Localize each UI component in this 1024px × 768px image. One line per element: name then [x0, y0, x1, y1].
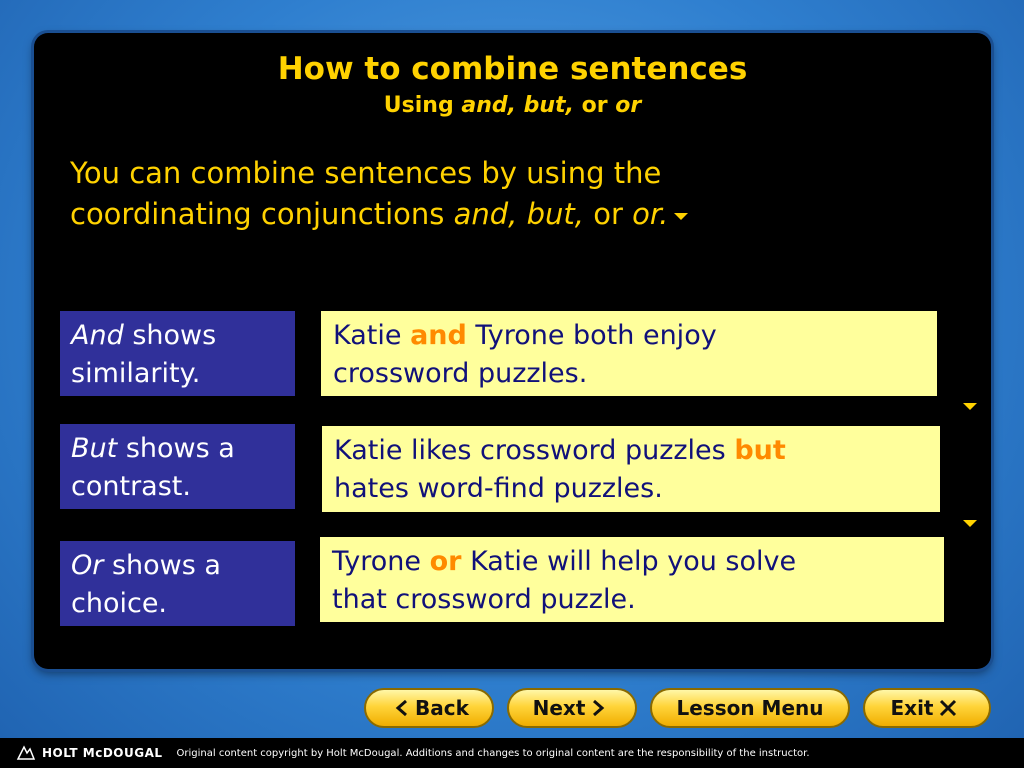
back-button[interactable]	[364, 688, 494, 728]
example-pre: Katie likes crossword puzzles	[334, 435, 735, 466]
exit-label: Exit	[890, 696, 934, 720]
intro-line2-end: or.	[632, 197, 669, 231]
example-keyword: but	[734, 435, 786, 466]
intro-line-1: You can combine sentences by using the	[70, 156, 662, 190]
rule-line-2: contrast.	[71, 471, 191, 502]
intro-line2-conjunctions: and, but,	[453, 197, 584, 231]
example-post: Tyrone both enjoy	[466, 320, 717, 351]
holt-mcdougal-logo-icon	[16, 745, 36, 761]
rule-line-1	[71, 317, 295, 355]
example-box-or	[320, 537, 944, 622]
publisher-name: HOLT McDOUGAL	[42, 746, 163, 760]
rule-text: shows	[123, 320, 217, 351]
rule-keyword: And	[71, 320, 124, 351]
next-label: Next	[532, 696, 586, 720]
example-line-1	[334, 432, 940, 470]
next-button[interactable]	[507, 688, 637, 728]
rule-box-and	[60, 311, 295, 396]
footer-bar	[0, 738, 1024, 768]
chevron-left-icon	[395, 699, 409, 717]
example-post: Katie will help you solve	[461, 546, 797, 577]
chevron-right-icon	[591, 699, 605, 717]
subtitle-mid: or	[573, 93, 616, 118]
advance-arrow-icon[interactable]	[963, 520, 977, 527]
close-icon	[939, 699, 957, 717]
rule-line-2: similarity.	[71, 358, 201, 389]
rule-line-1	[71, 430, 295, 468]
rule-line-1	[71, 547, 295, 585]
example-line-1	[332, 543, 944, 581]
exit-button[interactable]	[863, 688, 991, 728]
slide-subtitle	[34, 93, 991, 119]
subtitle-prefix: Using	[383, 93, 462, 118]
subtitle-end: or	[615, 93, 642, 118]
back-label: Back	[415, 696, 469, 720]
example-line-2: hates word-find puzzles.	[334, 473, 663, 504]
example-box-and	[321, 311, 937, 396]
rule-text: shows a	[103, 550, 221, 581]
example-line-1	[333, 317, 937, 355]
subtitle-conjunctions: and, but,	[461, 93, 574, 118]
advance-arrow-icon[interactable]	[674, 213, 688, 220]
rule-keyword: But	[71, 433, 118, 464]
rule-line-2: choice.	[71, 588, 168, 619]
lesson-menu-button[interactable]	[650, 688, 850, 728]
example-pre: Tyrone	[332, 546, 430, 577]
rule-box-but	[60, 424, 295, 509]
lesson-menu-label: Lesson Menu	[676, 696, 824, 720]
copyright-text: Original content copyright by Holt McDougal. Additions and changes to original content are the responsibility of the instructor.	[176, 747, 810, 759]
publisher-logo	[16, 745, 163, 761]
intro-line2-mid: or	[583, 197, 633, 231]
example-box-but	[322, 426, 940, 512]
example-keyword: and	[410, 320, 467, 351]
intro-line-2	[70, 194, 830, 235]
rule-box-or	[60, 541, 295, 626]
example-pre: Katie	[333, 320, 411, 351]
rule-text: shows a	[117, 433, 235, 464]
slide-title: How to combine sentences	[277, 51, 748, 87]
intro-line2-prefix: coordinating conjunctions	[70, 197, 454, 231]
example-line-2: that crossword puzzle.	[332, 584, 636, 615]
example-keyword: or	[429, 546, 462, 577]
intro-text	[70, 153, 830, 235]
example-line-2: crossword puzzles.	[333, 358, 588, 389]
advance-arrow-icon[interactable]	[963, 403, 977, 410]
rule-keyword: Or	[71, 550, 104, 581]
